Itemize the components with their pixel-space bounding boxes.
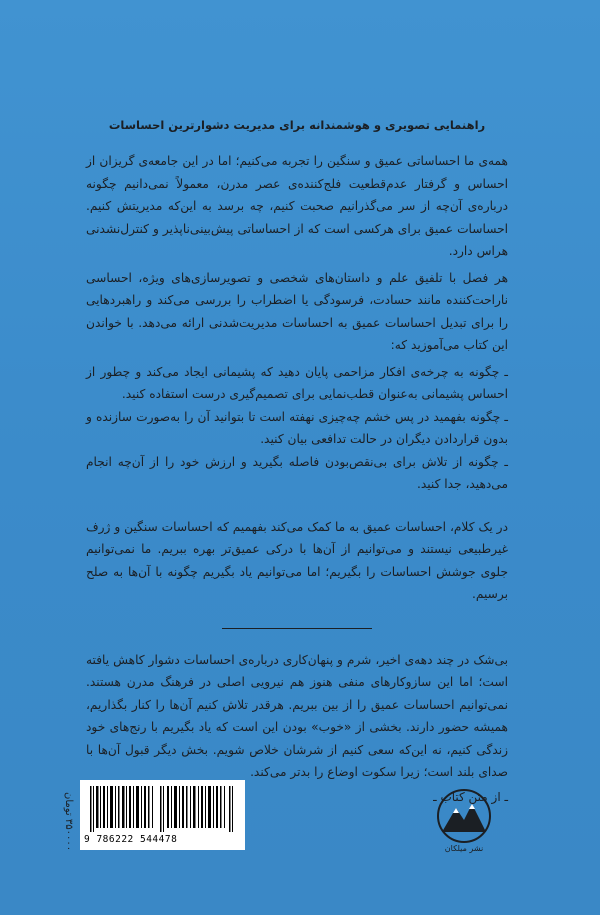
chapters-text: هر فصل با تلفیق علم و داستان‌های شخصی و تصویرسازی‌های ویژه، احساسی ناراحت‌کننده مانند حسادت، فرسودگی یا اضطراب را بررسی می‌کند و راهبردهایی را برای تبدیل احساسات عمیق به احساسات مدیریت‌شدنی ارائه می‌دهد. با خواندن این کتاب می‌آموزید که: (86, 270, 508, 352)
publisher-logo (428, 788, 500, 860)
barcode-icon (88, 786, 238, 832)
divider (222, 628, 372, 629)
subtitle: راهنمایی تصویری و هوشمندانه برای مدیریت دشوارترین احساسات (108, 118, 486, 132)
intro-paragraph (86, 150, 508, 263)
source-note: ـ از متن کتاب ـ (433, 789, 508, 804)
bullet-list (86, 361, 508, 496)
bullet-item: ـ چگونه از تلاش برای بی‌نقص‌بودن فاصله بگیرید و ارزش خود را از آن‌چه انجام می‌دهید، جدا کنید. (86, 454, 508, 491)
publisher-name: نشر میلکان (444, 844, 484, 853)
mountain-logo-icon (428, 788, 500, 844)
isbn-number: 9 786222 544478 (84, 834, 178, 845)
price-label: ۳۵۰۰۰۰ تومان (63, 792, 74, 852)
barcode (80, 780, 245, 850)
bullet-item: ـ چگونه به چرخه‌ی افکار مزاحمی پایان دهید که پشیمانی ایجاد می‌کند و چطور از احساس پشیمانی به‌عنوان قطب‌نمایی برای تصمیم‌گیری درست استفاده کنید. (86, 364, 508, 401)
back-cover-text (86, 118, 508, 804)
chapters-paragraph (86, 267, 508, 357)
summary-text: در یک کلام، احساسات عمیق به ما کمک می‌کند بفهمیم که احساسات سنگین و ژرف غیرطبیعی نیستند و می‌توانیم از آن‌ها با درکی عمیق‌تر بهره ببریم. ما نمی‌توانیم جلوی جوشش احساسات را بگیریم؛ اما می‌توانیم یاد بگیریم چگونه با آن‌ها به صلح برسیم. (86, 519, 508, 601)
bullet-item: ـ چگونه بفهمید در پس خشم چه‌چیزی نهفته است تا بتوانید آن را به‌صورت سازنده و بدون قراردادن دیگران در حالت تدافعی بیان کنید. (86, 409, 508, 446)
summary-paragraph (86, 516, 508, 606)
intro-text: همه‌ی ما احساساتی عمیق و سنگین را تجربه می‌کنیم؛ اما در این جامعه‌ی گریزان از احساس و گرفتار عدم‌قطعیت فلج‌کننده‌ی عصر مدرن، معمولاً نمی‌دانیم چگونه درباره‌ی آن‌چه از سر می‌گذرانیم صحبت کنیم، چه برسد به این‌که مدیریتش کنیم. احساسات عمیق برای هرکسی است که از احساساتی پیش‌بینی‌ناپذیر و کنترل‌نشدنی هراس دارد. (86, 154, 508, 258)
excerpt-paragraph (86, 649, 508, 784)
excerpt-text: بی‌شک در چند دهه‌ی اخیر، شرم و پنهان‌کاری درباره‌ی احساسات دشوار کاهش یافته است؛ اما این سازوکارهای منفی هنوز هم نیرویی اصلی در فرهنگ مدرن هستند. نمی‌توانیم احساسات عمیق را از بین ببریم. هرقدر تلاش کنیم آن‌ها را کنار بگذاریم، همیشه حضور دارند. بخشی از «خوب» بودن این است که یاد بگیریم با رنج‌های خود زندگی کنیم، نه این‌که سعی کنیم از شرشان خلاص شویم. بخش دیگر قبول آن‌ها با صدای بلند است؛ زیرا سکوت اوضاع را بدتر می‌کند. (86, 652, 508, 779)
